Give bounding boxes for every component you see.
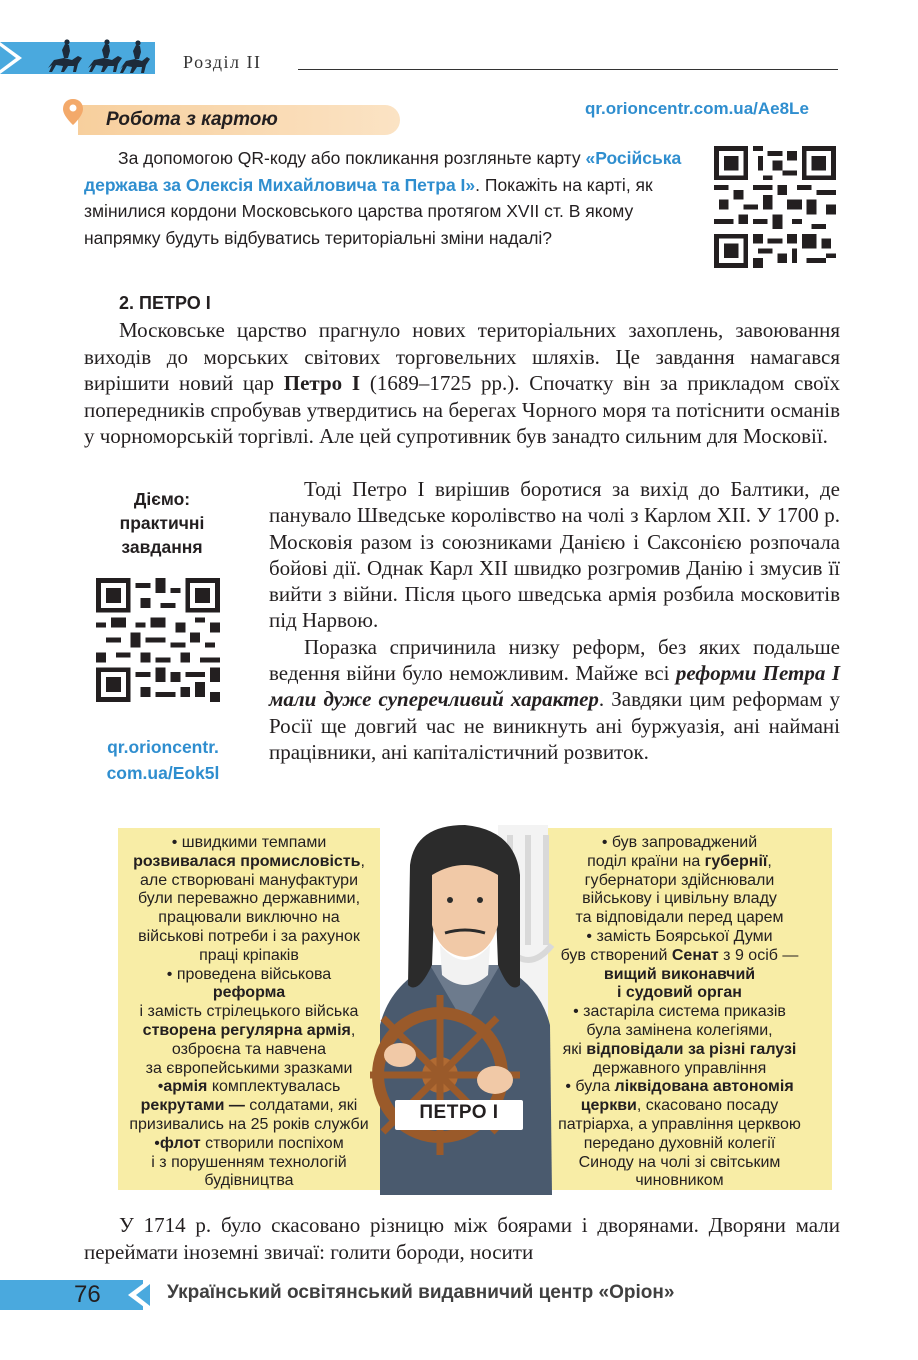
- paragraph-1: Московське царство прагнуло нових територіальних захоплень, завоювання виходів до морських світових торговельних шляхів. Це завдання намагався вирішити новий цар Петро І (1689–1725 рр.). Спочатку він за прикладом своїх попередників спробував утвердитись на берегах Чорного моря та потіснити османів у чорноморській торгівлі. Але цей супротивник був занадто сильним для Московії.: [84, 318, 840, 448]
- map-title: «Російська держава за Олексія Михайловича та Петра I»: [84, 148, 682, 195]
- header-rule: [298, 69, 838, 70]
- portrait-label: ПЕТРО І: [419, 1102, 499, 1123]
- section-heading: 2. ПЕТРО І: [119, 293, 211, 313]
- publisher-name: Український освітянський видавничий центр «Оріон»: [167, 1282, 675, 1303]
- footer-chevron-inner: [136, 1284, 150, 1306]
- section-title: Розділ II: [183, 52, 262, 72]
- qr-code-map[interactable]: [714, 146, 836, 268]
- practice-link[interactable]: qr.orioncentr. com.ua/Eok5l: [106, 737, 220, 783]
- map-task-text: За допомогою QR-коду або покликання розгляньте карту «Російська держава за Олексія Михайловича та Петра I». Покажіть на карті, як змінилися кордони Московського царства протягом XVII ст. В якому напрямку будуть відбуватись територіальні зміни надалі?: [84, 148, 682, 248]
- infographic-left-text: • швидкими темпами розвивалася промисловість, але створювані мануфактури були переважно державними, працювали виключно на військові потреби і за рахунок праці кріпаків • проведена військова реформа і замість стрілецького війська створена регулярна армія, озброєна та навчена за європейськими зразками •армія комплектувалась рекрутами — солдатами, які призивались на 25 років служби •флот створили поспіхом і з порушенням технологій будівництва: [129, 834, 369, 1190]
- map-task-label: Робота з картою: [106, 109, 278, 130]
- qr-code-practice[interactable]: [96, 578, 220, 702]
- header-chevron-inner: [0, 46, 16, 70]
- page-number: 76: [74, 1281, 101, 1308]
- map-pin-icon: [62, 98, 84, 126]
- practice-heading: Діємо: практичні завдання: [119, 489, 205, 557]
- paragraph-4: У 1714 р. було скасовано різницю між боярами і дворянами. Дворяни мали переймати іноземні звичаї: голити бороди, носити: [84, 1213, 840, 1264]
- footer-bar: [0, 1280, 143, 1310]
- bold-name: Петро І: [283, 371, 361, 395]
- paragraph-2: Тоді Петро І вирішив боротися за вихід до Балтики, де панувало Шведське королівство на чолі з Карлом XII. У 1700 р. Московія разом із союзниками Данією і Саксонією розпочала бойові дії. Однак Карл XII швидко розгромив Данію і змусив її вийти з війни. Після цього шведська армія розбила московитів під Нарвою. Поразка спричинила низку реформ, без яких подальше ведення війни було неможливим. Майже всі реформи Петра І мали дуже суперечливий характер. Завдяки цим реформам у Росії ще довгий час не виникнуть ані буржуазія, ані наймані працівники, ані капіталістичний розвиток.: [269, 477, 840, 764]
- horse-riders-icon: [42, 38, 152, 76]
- map-task-link[interactable]: qr.orioncentr.com.ua/Ae8Le: [585, 99, 809, 118]
- emphasis-text: реформи Петра І мали дуже суперечливий характер: [269, 661, 840, 712]
- infographic-right-text: • був запроваджений поділ країни на губернії, губернатори здійснювали військову і цивільну владу та відповідали перед царем • замість Боярської Думи був створений Сенат з 9 осіб — вищий виконавчий і судовий орган • застаріла система приказів була замінена колегіями, які відповідали за різні галузі державного управління • була ліквідована автономія церкви, скасовано посаду патріарха, а управління церквою передано духовній колегії Синоду на чолі зі світським чиновником: [558, 834, 801, 1190]
